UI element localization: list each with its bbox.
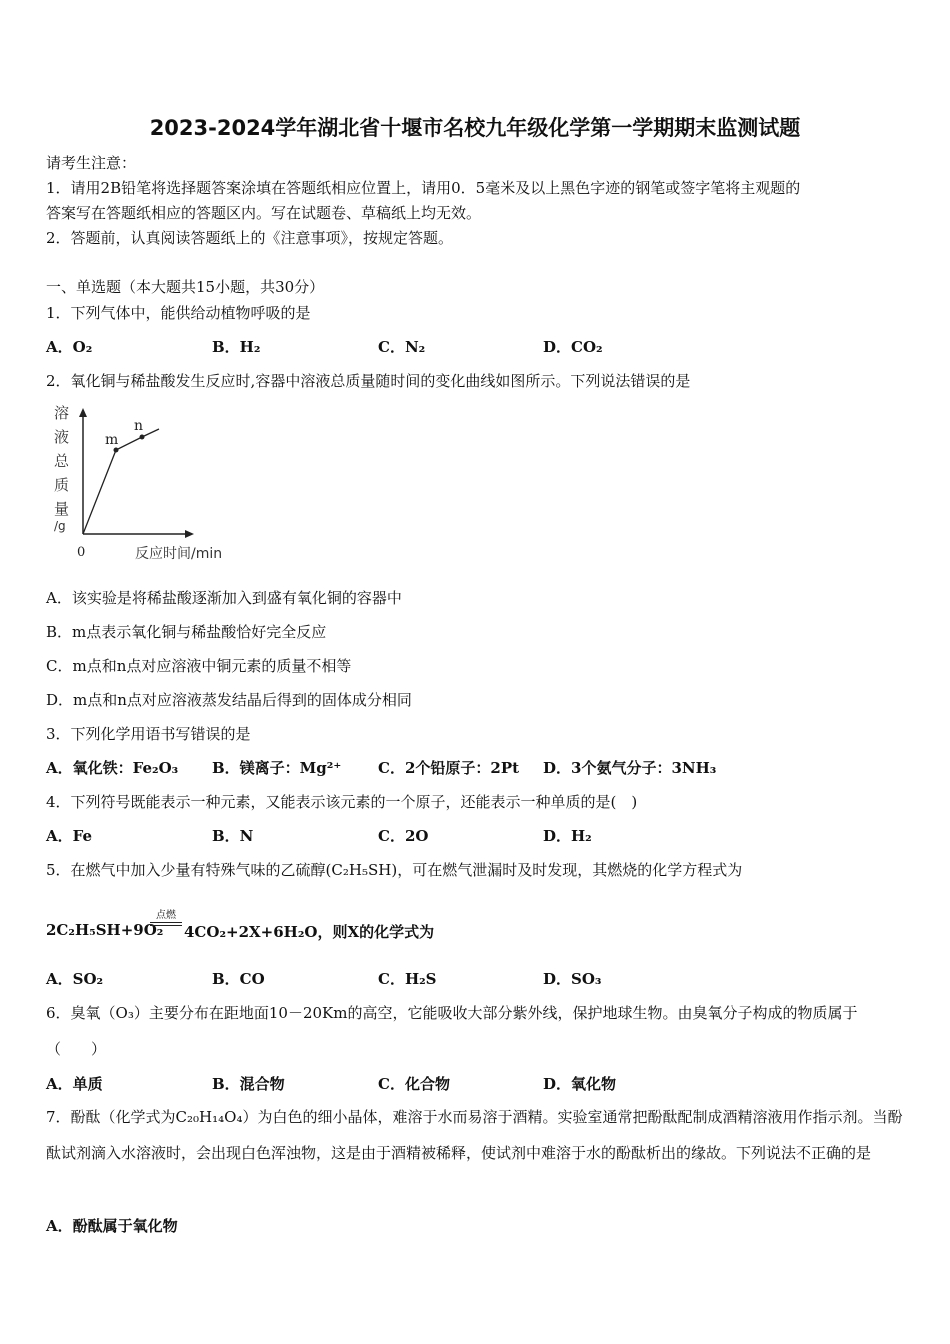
q2-option-d: D．m点和n点对应溶液蒸发结晶后得到的固体成分相同 [46, 691, 412, 709]
q3-option-a: A．氧化铁：Fe₂O₃ [46, 759, 179, 777]
graph-ylabel-3: 总 [54, 452, 70, 470]
notice-item-2: 2．答题前，认真阅读答题纸上的《注意事项》，按规定答题。 [46, 229, 454, 247]
q4-option-c: C．2O [378, 827, 429, 845]
point-m-label: m [105, 432, 119, 448]
q2-option-b: B．m点表示氧化铜与稀盐酸恰好完全反应 [46, 623, 327, 641]
q4-option-a: A．Fe [46, 827, 93, 845]
q6-option-c: C．化合物 [378, 1075, 450, 1093]
q3-stem: 3．下列化学用语书写错误的是 [46, 725, 251, 743]
point-m [114, 448, 119, 453]
q2-mass-time-graph [50, 402, 250, 564]
q6-option-a: A．单质 [46, 1075, 103, 1093]
q3-option-d: D．3个氨气分子：3NH₃ [543, 759, 717, 777]
q6-option-b: B．混合物 [212, 1075, 285, 1093]
q5-condition-text: 点燃 [156, 910, 176, 921]
q3-option-c: C．2个铅原子：2Pt [378, 759, 520, 777]
q5-equation-right: 4CO₂+2X+6H₂O，则X的化学式为 [184, 923, 435, 941]
q5-option-a: A．SO₂ [46, 970, 104, 988]
q5-condition [150, 906, 182, 926]
q5-option-c: C．H₂S [378, 970, 437, 988]
q5-option-b: B．CO [212, 970, 265, 988]
graph-ylabel-unit: /g [54, 519, 66, 533]
q1-option-a: A．O₂ [46, 338, 93, 356]
x-axis-arrow-icon [185, 530, 194, 538]
notice-item-1: 1．请用2B铅笔将选择题答案涂填在答题纸相应位置上，请用0．5毫米及以上黑色字迹的钢笔或签字笔将主观题的 [46, 179, 801, 197]
q4-option-b: B．N [212, 827, 254, 845]
q1-option-c: C．N₂ [378, 338, 426, 356]
point-n [140, 435, 145, 440]
y-axis-arrow-icon [79, 408, 87, 417]
q1-option-d: D．CO₂ [543, 338, 603, 356]
q3-option-b: B．镁离子：Mg²⁺ [212, 759, 342, 777]
q7-option-a: A．酚酞属于氧化物 [46, 1217, 178, 1235]
graph-ylabel-4: 质 [54, 476, 70, 494]
q2-option-a: A．该实验是将稀盐酸逐渐加入到盛有氧化铜的容器中 [46, 589, 402, 607]
graph-ylabel-1: 溶 [54, 404, 70, 422]
graph-ylabel-2: 液 [54, 428, 70, 446]
graph-origin: 0 [77, 545, 86, 560]
q4-option-d: D．H₂ [543, 827, 592, 845]
q5-equation-left: 2C₂H₅SH+9O₂ [46, 921, 164, 939]
page-title: 2023-2024学年湖北省十堰市名校九年级化学第一学期期末监测试题 [149, 116, 801, 140]
q5-stem: 5．在燃气中加入少量有特殊气味的乙硫醇(C₂H₅SH)，可在燃气泄漏时及时发现，其燃烧的化学方程式为 [46, 861, 743, 879]
q5-option-d: D．SO₃ [543, 970, 602, 988]
q2-stem: 2．氧化铜与稀盐酸发生反应时,容器中溶液总质量随时间的变化曲线如图所示。下列说法错误的是 [46, 372, 691, 390]
q2-option-c: C．m点和n点对应溶液中铜元素的质量不相等 [46, 657, 352, 675]
q6-stem: 6．臭氧（O₃）主要分布在距地面10－20Km的高空，它能吸收大部分紫外线，保护地球生物。由臭氧分子构成的物质属于（ ） [46, 1004, 858, 1058]
notice-item-1-cont: 答案写在答题纸相应的答题区内。写在试题卷、草稿纸上均无效。 [46, 204, 482, 222]
q6-option-d: D．氧化物 [543, 1075, 617, 1093]
q4-stem: 4．下列符号既能表示一种元素，又能表示该元素的一个原子，还能表示一种单质的是( ) [46, 793, 638, 811]
graph-curve [83, 429, 159, 534]
point-n-label: n [134, 418, 144, 434]
q1-stem: 1．下列气体中，能供给动植物呼吸的是 [46, 304, 311, 322]
graph-xlabel: 反应时间/min [135, 546, 223, 562]
notice-heading: 请考生注意： [46, 154, 137, 172]
graph-ylabel-5: 量 [54, 500, 70, 518]
q7-stem: 7．酚酞（化学式为C₂₀H₁₄O₄）为白色的细小晶体，难溶于水而易溶于酒精。实验室通常把酚酞配制成酒精溶液用作指示剂。当酚酞试剂滴入水溶液时，会出现白色浑浊物，这是由于酒精被稀释，使试剂中难溶于水的酚酞析出的缘故。下列说法不正确的是 [46, 1108, 903, 1162]
section-heading: 一、单选题（本大题共15小题，共30分） [46, 278, 325, 296]
q1-option-b: B．H₂ [212, 338, 261, 356]
q5-equals-sign [150, 922, 182, 926]
